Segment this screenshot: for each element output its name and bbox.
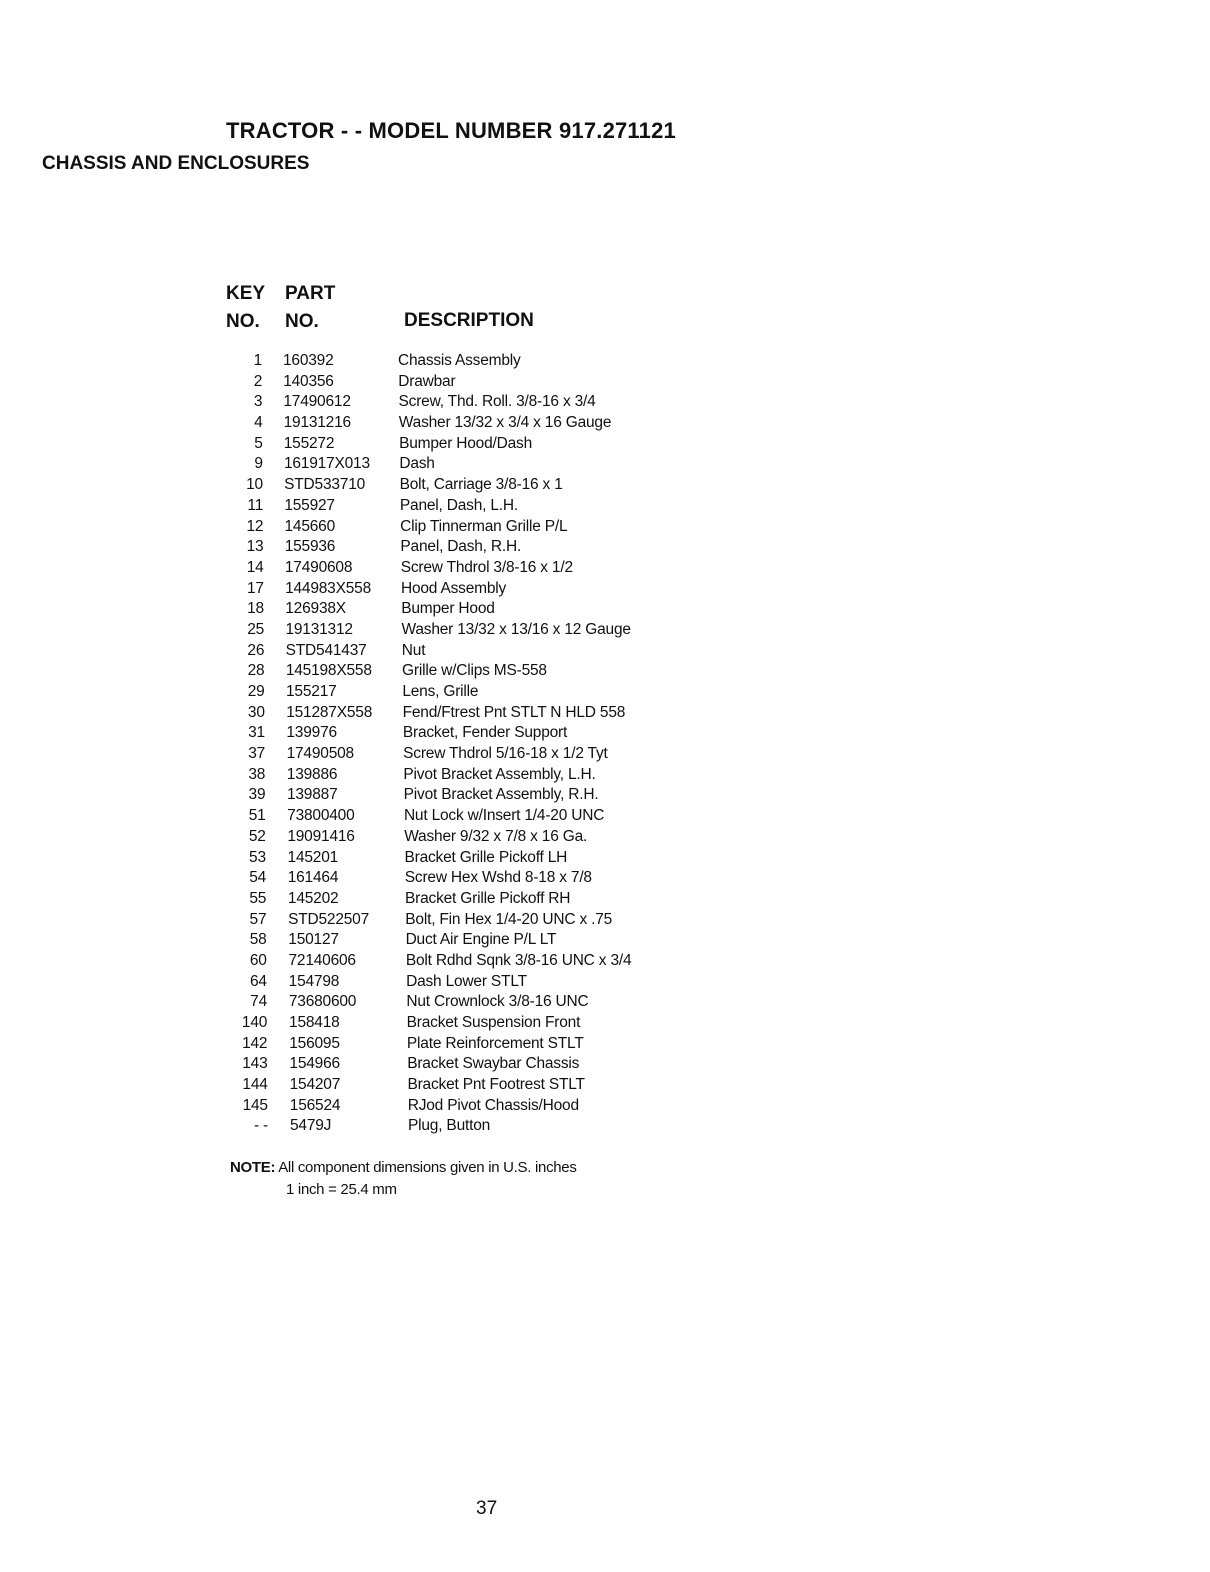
parts-row bbox=[0, 392, 1210, 413]
part-number: 144983X558 bbox=[285, 579, 371, 597]
part-description: Bracket, Fender Support bbox=[402, 724, 568, 742]
parts-row bbox=[0, 475, 1210, 496]
parts-row bbox=[0, 765, 1210, 786]
part-number: 161917X013 bbox=[283, 455, 370, 473]
parts-row bbox=[0, 537, 1210, 558]
page-number: 37 bbox=[476, 1498, 498, 1519]
part-number: 19131216 bbox=[283, 414, 351, 432]
parts-row bbox=[0, 744, 1210, 765]
key-number: 29 bbox=[247, 683, 265, 700]
part-number: 139976 bbox=[286, 724, 337, 742]
key-number: 18 bbox=[247, 600, 264, 618]
part-number: 17490508 bbox=[286, 745, 354, 763]
part-description: Screw Hex Wshd 8-18 x 7/8 bbox=[404, 869, 592, 887]
key-number: 1 bbox=[253, 352, 262, 369]
parts-row bbox=[0, 351, 1210, 372]
key-number: 3 bbox=[253, 393, 263, 411]
part-number: 19091416 bbox=[287, 827, 355, 845]
key-number: 12 bbox=[246, 517, 264, 535]
part-number: 73680600 bbox=[288, 993, 357, 1011]
key-number: - - bbox=[253, 1117, 268, 1135]
parts-row bbox=[0, 1096, 1210, 1117]
part-description: Plate Reinforcement STLT bbox=[406, 1034, 584, 1052]
part-number: 5479J bbox=[290, 1117, 332, 1135]
key-number: 143 bbox=[242, 1055, 268, 1073]
key-number: 38 bbox=[248, 765, 266, 783]
parts-row bbox=[0, 703, 1210, 724]
part-number: 156524 bbox=[289, 1096, 341, 1114]
part-number: 156095 bbox=[289, 1034, 340, 1052]
key-number: 30 bbox=[247, 703, 265, 721]
part-description: Pivot Bracket Assembly, L.H. bbox=[403, 765, 596, 783]
note-line2: 1 inch = 25.4 mm bbox=[286, 1181, 397, 1198]
part-number: 145198X558 bbox=[285, 662, 372, 680]
part-number: 158418 bbox=[289, 1014, 340, 1031]
part-description: Dash Lower STLT bbox=[406, 972, 527, 990]
part-number: STD522507 bbox=[288, 910, 370, 928]
parts-row bbox=[0, 599, 1210, 620]
parts-row bbox=[0, 496, 1210, 517]
part-description: Washer 9/32 x 7/8 x 16 Ga. bbox=[404, 827, 588, 845]
part-description: Dash bbox=[399, 455, 435, 473]
key-number: 51 bbox=[248, 807, 266, 825]
part-description: Nut bbox=[401, 641, 426, 659]
note-line1: All component dimensions given in U.S. inches bbox=[278, 1159, 577, 1176]
part-number: STD541437 bbox=[285, 641, 367, 659]
part-description: Bumper Hood bbox=[401, 600, 495, 618]
parts-row bbox=[0, 413, 1210, 434]
parts-list bbox=[0, 351, 1210, 1137]
part-number: 139886 bbox=[286, 765, 338, 783]
part-description: Panel, Dash, R.H. bbox=[400, 538, 522, 556]
part-description: Panel, Dash, L.H. bbox=[399, 496, 518, 514]
parts-row bbox=[0, 661, 1210, 682]
part-description: Bolt, Carriage 3/8-16 x 1 bbox=[399, 476, 563, 494]
key-number: 39 bbox=[248, 786, 266, 804]
part-description: Clip Tinnerman Grille P/L bbox=[400, 517, 568, 535]
part-number: 155272 bbox=[283, 434, 335, 452]
key-number: 53 bbox=[249, 848, 266, 866]
key-number: 14 bbox=[246, 558, 264, 576]
part-number: 155927 bbox=[284, 496, 335, 514]
parts-row bbox=[0, 1075, 1210, 1096]
key-number: 58 bbox=[249, 931, 267, 949]
column-header-part-line2: NO. bbox=[285, 311, 319, 332]
part-description: Fend/Ftrest Pnt STLT N HLD 558 bbox=[402, 703, 626, 721]
column-header-key-line2: NO. bbox=[226, 311, 260, 332]
part-number: 154207 bbox=[289, 1076, 341, 1094]
part-description: Pivot Bracket Assembly, R.H. bbox=[403, 786, 599, 804]
section-subtitle: CHASSIS AND ENCLOSURES bbox=[42, 153, 310, 174]
parts-row bbox=[0, 1054, 1210, 1075]
part-number: 17490612 bbox=[283, 393, 351, 411]
key-number: 54 bbox=[249, 869, 267, 887]
part-description: Chassis Assembly bbox=[398, 352, 521, 369]
key-number: 142 bbox=[242, 1034, 268, 1052]
parts-row bbox=[0, 620, 1210, 641]
key-number: 4 bbox=[254, 414, 263, 432]
key-number: 25 bbox=[247, 620, 265, 638]
parts-row bbox=[0, 641, 1210, 662]
parts-row bbox=[0, 951, 1210, 972]
part-number: 140356 bbox=[283, 372, 334, 390]
part-number: 155217 bbox=[286, 683, 337, 700]
part-description: Nut Crownlock 3/8-16 UNC bbox=[406, 993, 589, 1011]
part-description: Bolt Rdhd Sqnk 3/8-16 UNC x 3/4 bbox=[405, 951, 632, 969]
parts-row bbox=[0, 558, 1210, 579]
parts-row bbox=[0, 682, 1210, 703]
parts-row bbox=[0, 723, 1210, 744]
part-number: STD533710 bbox=[284, 476, 366, 494]
part-number: 150127 bbox=[288, 931, 339, 949]
part-number: 145202 bbox=[287, 889, 339, 907]
key-number: 74 bbox=[250, 993, 268, 1011]
part-description: RJod Pivot Chassis/Hood bbox=[407, 1096, 579, 1114]
key-number: 144 bbox=[242, 1076, 268, 1094]
key-number: 10 bbox=[246, 476, 263, 494]
part-description: Hood Assembly bbox=[400, 579, 507, 597]
parts-row bbox=[0, 1013, 1210, 1034]
part-description: Washer 13/32 x 13/16 x 12 Gauge bbox=[401, 620, 631, 638]
part-description: Drawbar bbox=[398, 372, 456, 390]
parts-row bbox=[0, 806, 1210, 827]
parts-row bbox=[0, 1116, 1210, 1137]
part-number: 145660 bbox=[284, 517, 336, 535]
part-number: 145201 bbox=[287, 848, 339, 866]
key-number: 64 bbox=[250, 972, 267, 990]
part-description: Screw Thdrol 3/8-16 x 1/2 bbox=[400, 558, 573, 576]
part-number: 17490608 bbox=[284, 558, 353, 576]
part-description: Plug, Button bbox=[408, 1117, 491, 1135]
part-description: Duct Air Engine P/L LT bbox=[405, 931, 557, 949]
part-description: Bracket Suspension Front bbox=[406, 1014, 581, 1031]
part-description: Bumper Hood/Dash bbox=[399, 434, 533, 452]
part-number: 151287X558 bbox=[286, 703, 373, 721]
part-description: Lens, Grille bbox=[402, 683, 479, 700]
parts-row bbox=[0, 517, 1210, 538]
parts-row bbox=[0, 1034, 1210, 1055]
key-number: 31 bbox=[248, 724, 265, 742]
part-number: 160392 bbox=[283, 352, 334, 369]
key-number: 57 bbox=[249, 910, 267, 928]
part-description: Bracket Pnt Footrest STLT bbox=[407, 1076, 585, 1094]
column-header-key-line1: KEY bbox=[226, 283, 266, 304]
part-description: Screw, Thd. Roll. 3/8-16 x 3/4 bbox=[398, 393, 596, 411]
parts-row bbox=[0, 372, 1210, 393]
part-description: Screw Thdrol 5/16-18 x 1/2 Tyt bbox=[403, 745, 608, 763]
key-number: 9 bbox=[254, 455, 263, 473]
parts-row bbox=[0, 434, 1210, 455]
part-number: 154798 bbox=[288, 972, 340, 990]
parts-row bbox=[0, 848, 1210, 869]
part-number: 161464 bbox=[287, 869, 339, 887]
parts-row bbox=[0, 992, 1210, 1013]
part-number: 126938X bbox=[285, 600, 346, 618]
part-description: Bracket Grille Pickoff LH bbox=[404, 848, 568, 866]
note-label: NOTE: bbox=[230, 1159, 276, 1176]
key-number: 2 bbox=[253, 372, 263, 390]
key-number: 17 bbox=[246, 579, 264, 597]
key-number: 140 bbox=[241, 1014, 268, 1031]
parts-row bbox=[0, 579, 1210, 600]
parts-row bbox=[0, 889, 1210, 910]
key-number: 28 bbox=[247, 662, 265, 680]
part-description: Nut Lock w/Insert 1/4-20 UNC bbox=[403, 807, 605, 825]
column-header-description: DESCRIPTION bbox=[404, 310, 534, 331]
key-number: 60 bbox=[249, 951, 267, 969]
parts-row bbox=[0, 910, 1210, 931]
parts-row bbox=[0, 827, 1210, 848]
part-number: 19131312 bbox=[285, 620, 353, 638]
part-description: Bolt, Fin Hex 1/4-20 UNC x .75 bbox=[405, 910, 613, 928]
part-description: Washer 13/32 x 3/4 x 16 Gauge bbox=[398, 414, 612, 432]
key-number: 5 bbox=[254, 434, 263, 452]
column-header-part-line1: PART bbox=[285, 283, 336, 304]
page-title: TRACTOR - - MODEL NUMBER 917.271121 bbox=[226, 118, 676, 143]
parts-row bbox=[0, 972, 1210, 993]
parts-row bbox=[0, 454, 1210, 475]
part-number: 154966 bbox=[289, 1055, 340, 1073]
key-number: 37 bbox=[248, 745, 266, 763]
key-number: 26 bbox=[247, 641, 265, 659]
key-number: 11 bbox=[247, 496, 264, 514]
key-number: 145 bbox=[242, 1096, 268, 1114]
parts-row bbox=[0, 785, 1210, 806]
part-description: Bracket Swaybar Chassis bbox=[407, 1055, 580, 1073]
part-description: Grille w/Clips MS-558 bbox=[402, 662, 547, 680]
key-number: 55 bbox=[249, 889, 267, 907]
part-description: Bracket Grille Pickoff RH bbox=[405, 889, 571, 907]
part-number: 73800400 bbox=[287, 807, 355, 825]
dimension-note bbox=[230, 1157, 577, 1198]
parts-row bbox=[0, 868, 1210, 889]
part-number: 72140606 bbox=[288, 951, 356, 969]
key-number: 13 bbox=[246, 538, 264, 556]
key-number: 52 bbox=[248, 827, 266, 845]
part-number: 139887 bbox=[286, 786, 338, 804]
part-number: 155936 bbox=[284, 538, 336, 556]
parts-row bbox=[0, 930, 1210, 951]
